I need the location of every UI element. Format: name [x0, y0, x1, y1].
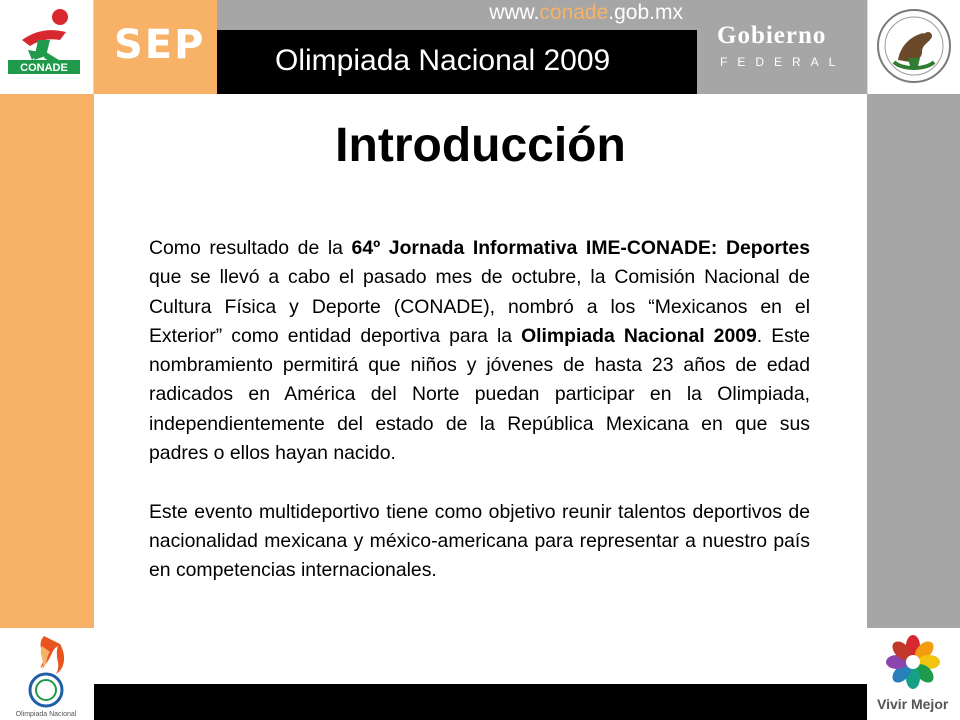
sep-logo [94, 0, 217, 94]
url-suffix: .gob.mx [608, 1, 683, 24]
right-accent-bar [867, 94, 960, 628]
left-accent-bar [0, 94, 94, 628]
p1-bold-olimpiada: Olimpiada Nacional 2009 [521, 324, 757, 347]
vivir-mejor-logo [867, 628, 960, 720]
escudo-nacional-logo [867, 0, 960, 94]
p1-bold-event: 64º Jornada Informativa IME-CONADE: Deportes [351, 237, 810, 259]
escudo-nacional-icon [868, 0, 960, 94]
site-url[interactable] [489, 1, 683, 25]
federal-logo-text: FEDERAL [720, 55, 846, 69]
p1-text-3: . Este nombramiento permitirá que niños y jóvenes de hasta 23 años de edad radicados en América del Norte puedan participar en la Olimpiada, independientemente del estado de la República Mexicana en que sus padres o ellos hayan nacido. [149, 324, 810, 465]
objective-paragraph: Este evento multideportivo tiene como objetivo reunir talentos deportivos de nacionalidad mexicana y méxico-americana para representar a nuestro país en competencias internacionales. [149, 500, 810, 582]
header-title: Olimpiada Nacional 2009 [275, 44, 611, 77]
intro-paragraph [149, 234, 810, 468]
olimpiada-flame-icon [0, 628, 94, 720]
url-highlight: conade [539, 1, 609, 24]
olimpiada-logo-text: Olimpiada Nacional [15, 711, 77, 718]
gobierno-federal-logo [697, 0, 867, 94]
conade-runner-icon [0, 0, 94, 94]
slide-heading: Introducción [335, 119, 626, 172]
footer-bar [94, 684, 867, 720]
p1-text-1: Como resultado de la [149, 237, 352, 259]
p1-text-2: que se llevó a cabo el pasado mes de octubre, la Comisión Nacional de Cultura Física y Deporte (CONADE), nombró a los “Mexicanos en el Exterior” como entidad deportiva para la [149, 266, 810, 347]
conade-logo-text: CONADE [20, 62, 68, 74]
gobierno-logo-text: Gobierno [717, 22, 827, 49]
body-text [149, 234, 810, 586]
sep-logo-text: SEP [114, 22, 206, 68]
title-bar [217, 30, 697, 94]
url-prefix: www. [489, 1, 540, 24]
conade-logo [0, 0, 94, 94]
url-strip [217, 0, 697, 30]
vivir-mejor-text: Vivir Mejor [877, 696, 949, 712]
olimpiada-nacional-logo [0, 628, 94, 720]
vivir-mejor-flower-icon [867, 628, 960, 694]
